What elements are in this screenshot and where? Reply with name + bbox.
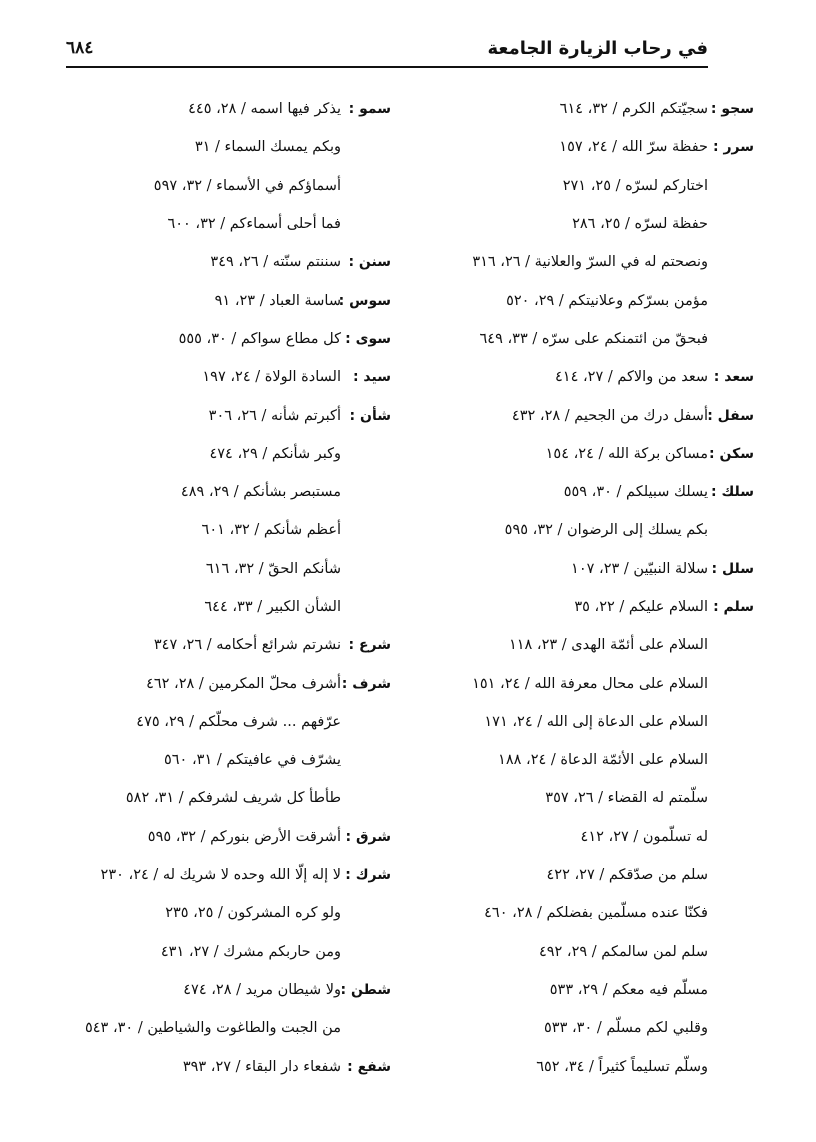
index-entry: [61, 550, 391, 588]
entry-text: مسلّم فيه معكم / ٢٩، ٥٣٣: [549, 981, 708, 998]
index-entry: [61, 511, 391, 549]
entry-root: سعد :: [713, 369, 754, 386]
entry-text: الشأن الكبير / ٣٣، ٦٤٤: [204, 599, 341, 615]
entry-text: يسلك سبيلكم / ٣٠، ٥٥٩: [563, 484, 708, 501]
entry-text: أسفل درك من الجحيم / ٢٨، ٤٣٢: [511, 407, 708, 424]
index-entry: [402, 358, 754, 396]
entry-root: سلك :: [711, 484, 754, 501]
entry-root: سنن :: [348, 254, 391, 271]
entry-text: السلام على أئمّة الهدى / ٢٣، ١١٨: [508, 637, 708, 654]
index-entry: [61, 167, 391, 205]
page-number: ٦٨٤: [66, 38, 94, 58]
entry-text: السلام على محال معرفة الله / ٢٤، ١٥١: [472, 675, 708, 692]
index-entry: [61, 435, 391, 473]
entry-text: ساسة العباد / ٢٣، ٩١: [214, 292, 341, 309]
index-entry: [402, 818, 754, 856]
index-entry: [61, 588, 391, 626]
entry-text: وكبر شأنكم / ٢٩، ٤٧٤: [209, 445, 341, 462]
entry-text: وقلبي لكم مسلّم / ٣٠، ٥٣٣: [544, 1020, 708, 1037]
entry-text: فبحقّ من ائتمنكم على سرّه / ٣٣، ٦٤٩: [479, 330, 708, 347]
index-entry: [61, 703, 391, 741]
index-entry: [61, 90, 391, 128]
entry-text: سننتم سنّته / ٢٦، ٣٤٩: [210, 254, 341, 271]
index-entry: [61, 205, 391, 243]
entry-text: بكم يسلك إلى الرضوان / ٣٢، ٥٩٥: [504, 522, 708, 539]
entry-text: السلام على الدعاة إلى الله / ٢٤، ١٧١: [484, 713, 708, 730]
index-entry: [402, 243, 754, 281]
index-entry: [61, 243, 391, 281]
entry-text: فما أحلى أسماءكم / ٣٢، ٦٠٠: [167, 216, 341, 233]
entry-root: شرف :: [341, 675, 391, 692]
index-entry: [402, 741, 754, 779]
entry-text: السادة الولاة / ٢٤، ١٩٧: [202, 369, 341, 386]
entry-text: السلام على الأئمّة الدعاة / ٢٤، ١٨٨: [498, 752, 708, 769]
entry-text: فكنّا عنده مسلّمين بفضلكم / ٢٨، ٤٦٠: [484, 905, 708, 922]
index-entry: [402, 1009, 754, 1047]
index-entry: [61, 933, 391, 971]
entry-text: سلالة النبيّين / ٢٣، ١٠٧: [571, 560, 708, 577]
entry-root: شطن :: [340, 981, 391, 998]
entry-text: سجيّتكم الكرم / ٣٢، ٦١٤: [559, 101, 708, 118]
index-entry: [402, 856, 754, 894]
index-entry: [61, 281, 391, 319]
entry-text: سلم من صدّقكم / ٢٧، ٤٢٢: [546, 867, 708, 884]
entry-text: أعظم شأنكم / ٣٢، ٦٠١: [201, 522, 341, 539]
index-entry: [402, 205, 754, 243]
entry-text: من الجبت والطاغوت والشياطين / ٣٠، ٥٤٣: [84, 1020, 341, 1037]
entry-text: أشرف محلّ المكرمين / ٢٨، ٤٦٢: [146, 675, 341, 692]
entry-text: مؤمن بسرّكم وعلانيتكم / ٢٩، ٥٢٠: [506, 292, 708, 309]
entry-root: سوى :: [345, 330, 391, 347]
index-entry: [61, 664, 391, 702]
entry-text: يذكر فيها اسمه / ٢٨، ٤٤٥: [188, 101, 341, 118]
page-header: [66, 30, 708, 68]
index-entry: [61, 320, 391, 358]
index-entry: [61, 128, 391, 166]
index-entry: [61, 894, 391, 932]
entry-text: ولا شيطان مريد / ٢٨، ٤٧٤: [183, 981, 341, 998]
index-entry: [402, 971, 754, 1009]
book-title: في رحاب الزيارة الجامعة: [487, 37, 708, 59]
entry-root: سفل :: [707, 407, 754, 424]
index-entry: [402, 779, 754, 817]
entry-text: السلام عليكم / ٢٢، ٣٥: [574, 599, 708, 615]
entry-root: سكن :: [709, 445, 754, 462]
index-entry: [402, 703, 754, 741]
entry-text: مساكن بركة الله / ٢٤، ١٥٤: [545, 445, 708, 462]
index-entry: [61, 626, 391, 664]
index-entry: [402, 550, 754, 588]
index-entry: [61, 1009, 391, 1047]
index-entry: [402, 588, 754, 626]
index-entry: [402, 626, 754, 664]
entry-root: شفع :: [347, 1058, 391, 1075]
index-entry: [402, 396, 754, 434]
entry-text: ونصحتم له في السرّ والعلانية / ٢٦، ٣١٦: [472, 254, 708, 271]
index-column-right: [402, 90, 754, 1086]
entry-text: أكبرتم شأنه / ٢٦، ٣٠٦: [208, 407, 341, 424]
index-entry: [402, 473, 754, 511]
index-entry: [402, 511, 754, 549]
entry-text: له تسلّمون / ٢٧، ٤١٢: [580, 828, 708, 845]
index-entry: [61, 971, 391, 1009]
entry-text: ومن حاربكم مشرك / ٢٧، ٤٣١: [160, 943, 341, 960]
index-entry: [61, 741, 391, 779]
entry-root: شرق :: [345, 828, 391, 845]
index-entry: [61, 473, 391, 511]
entry-text: شفعاء دار البقاء / ٢٧، ٣٩٣: [182, 1058, 341, 1075]
entry-text: لا إله إلّا الله وحده لا شريك له / ٢٤، ٢٣٠: [100, 867, 341, 884]
entry-text: كل مطاع سواكم / ٣٠، ٥٥٥: [178, 330, 341, 347]
entry-text: مستبصر بشأنكم / ٢٩، ٤٨٩: [180, 484, 341, 501]
index-entry: [402, 894, 754, 932]
index-entry: [61, 358, 391, 396]
entry-text: حفظة سرّ الله / ٢٤، ١٥٧: [559, 139, 708, 156]
entry-root: شرك :: [345, 867, 391, 884]
index-entry: [402, 128, 754, 166]
entry-text: وسلّم تسليماً كثيراً / ٣٤، ٦٥٢: [536, 1058, 708, 1075]
index-entry: [61, 1047, 391, 1085]
index-entry: [61, 818, 391, 856]
entry-text: يشرّف في عافيتكم / ٣١، ٥٦٠: [163, 752, 341, 769]
index-entry: [402, 320, 754, 358]
index-entry: [402, 664, 754, 702]
entry-text: سلّمتم له القضاء / ٢٦، ٣٥٧: [545, 790, 708, 807]
entry-text: عرّفهم ... شرف محلّكم / ٢٩، ٤٧٥: [136, 713, 341, 730]
entry-text: سعد من والاكم / ٢٧، ٤١٤: [555, 369, 708, 386]
entry-root: سرر :: [712, 139, 754, 156]
index-entry: [61, 779, 391, 817]
entry-root: شأن :: [349, 407, 391, 424]
entry-root: سيد :: [352, 369, 391, 386]
entry-root: سلم :: [713, 599, 754, 615]
entry-text: نشرتم شرائع أحكامه / ٢٦، ٣٤٧: [153, 637, 341, 654]
index-entry: [402, 435, 754, 473]
index-entry: [402, 933, 754, 971]
index-entry: [402, 1047, 754, 1085]
entry-text: ولو كره المشركون / ٢٥، ٢٣٥: [165, 905, 341, 922]
entry-text: طأطأ كل شريف لشرفكم / ٣١، ٥٨٢: [125, 790, 341, 807]
entry-text: اختاركم لسرّه / ٢٥، ٢٧١: [562, 177, 708, 194]
entry-root: شرع :: [348, 637, 391, 654]
index-entry: [61, 856, 391, 894]
entry-text: أسماؤكم في الأسماء / ٣٢، ٥٩٧: [153, 177, 341, 194]
entry-root: سوس :: [338, 292, 391, 309]
entry-root: سلل :: [711, 560, 754, 577]
entry-root: سجو :: [710, 101, 754, 118]
entry-text: وبكم يمسك السماء / ٣١: [194, 139, 341, 156]
entry-text: أشرقت الأرض بنوركم / ٣٢، ٥٩٥: [147, 828, 341, 845]
index-entry: [402, 167, 754, 205]
entry-root: سمو :: [348, 101, 391, 118]
index-entry: [61, 396, 391, 434]
index-entry: [402, 281, 754, 319]
entry-text: حفظة لسرّه / ٢٥، ٢٨٦: [572, 216, 708, 233]
index-entry: [402, 90, 754, 128]
index-column-left: [61, 90, 391, 1086]
entry-text: شأنكم الحقّ / ٣٢، ٦١٦: [205, 560, 341, 577]
entry-text: سلم لمن سالمكم / ٢٩، ٤٩٢: [538, 943, 708, 960]
